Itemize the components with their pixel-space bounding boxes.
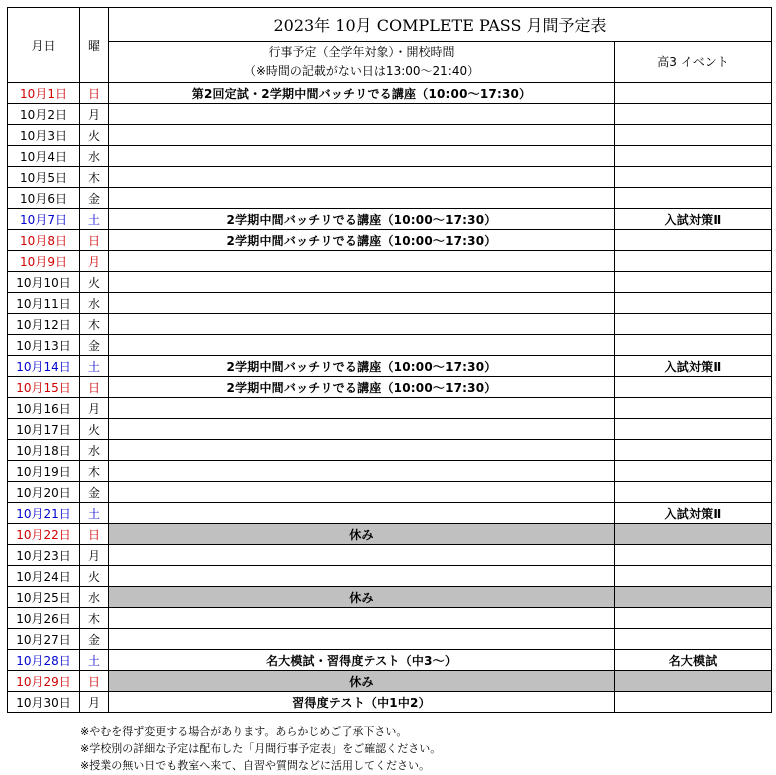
event-cell bbox=[109, 188, 615, 209]
k3-event-cell: 入試対策Ⅱ bbox=[615, 209, 772, 230]
event-cell: 2学期中間バッチリでる講座（10:00～17:30） bbox=[109, 356, 615, 377]
date-cell: 10月10日 bbox=[8, 272, 80, 293]
weekday-cell: 火 bbox=[80, 272, 109, 293]
date-cell: 10月4日 bbox=[8, 146, 80, 167]
table-row bbox=[8, 125, 772, 146]
event-cell bbox=[109, 272, 615, 293]
event-cell: 名大模試・習得度テスト（中3～） bbox=[109, 650, 615, 671]
date-cell: 10月25日 bbox=[8, 587, 80, 608]
table-row bbox=[8, 293, 772, 314]
k3-event-cell bbox=[615, 167, 772, 188]
weekday-cell: 木 bbox=[80, 167, 109, 188]
table-row bbox=[8, 335, 772, 356]
event-cell bbox=[109, 608, 615, 629]
table-row bbox=[8, 398, 772, 419]
header-dow: 曜 bbox=[80, 8, 109, 83]
event-cell bbox=[109, 566, 615, 587]
weekday-cell: 土 bbox=[80, 503, 109, 524]
weekday-cell: 木 bbox=[80, 608, 109, 629]
event-cell bbox=[109, 398, 615, 419]
weekday-cell: 水 bbox=[80, 440, 109, 461]
date-cell: 10月29日 bbox=[8, 671, 80, 692]
page-title: 2023年 10月 COMPLETE PASS 月間予定表 bbox=[109, 8, 772, 42]
date-cell: 10月9日 bbox=[8, 251, 80, 272]
table-row bbox=[8, 251, 772, 272]
k3-event-cell: 名大模試 bbox=[615, 650, 772, 671]
weekday-cell: 木 bbox=[80, 314, 109, 335]
date-cell: 10月24日 bbox=[8, 566, 80, 587]
event-cell: 休み bbox=[109, 524, 615, 545]
date-cell: 10月11日 bbox=[8, 293, 80, 314]
footer-note: ※学校別の詳細な予定は配布した「月間行事予定表」をご確認ください。 bbox=[80, 742, 442, 755]
schedule-table bbox=[7, 7, 772, 713]
weekday-cell: 日 bbox=[80, 671, 109, 692]
weekday-cell: 水 bbox=[80, 293, 109, 314]
event-cell bbox=[109, 104, 615, 125]
table-row bbox=[8, 272, 772, 293]
table-row bbox=[8, 419, 772, 440]
k3-event-cell bbox=[615, 188, 772, 209]
k3-event-cell: 入試対策Ⅱ bbox=[615, 356, 772, 377]
table-row bbox=[8, 104, 772, 125]
weekday-cell: 火 bbox=[80, 125, 109, 146]
k3-event-cell bbox=[615, 146, 772, 167]
weekday-cell: 月 bbox=[80, 251, 109, 272]
event-cell bbox=[109, 461, 615, 482]
table-row bbox=[8, 587, 772, 608]
date-cell: 10月3日 bbox=[8, 125, 80, 146]
header-row bbox=[8, 42, 772, 83]
date-cell: 10月28日 bbox=[8, 650, 80, 671]
event-cell bbox=[109, 293, 615, 314]
table-row bbox=[8, 524, 772, 545]
k3-event-cell bbox=[615, 314, 772, 335]
date-cell: 10月12日 bbox=[8, 314, 80, 335]
k3-event-cell bbox=[615, 461, 772, 482]
table-row bbox=[8, 83, 772, 104]
event-cell: 休み bbox=[109, 587, 615, 608]
event-cell bbox=[109, 125, 615, 146]
event-cell bbox=[109, 503, 615, 524]
weekday-cell: 水 bbox=[80, 146, 109, 167]
event-cell: 休み bbox=[109, 671, 615, 692]
header-k3: 高3 イベント bbox=[615, 42, 772, 83]
date-cell: 10月23日 bbox=[8, 545, 80, 566]
k3-event-cell bbox=[615, 440, 772, 461]
event-cell: 2学期中間バッチリでる講座（10:00～17:30） bbox=[109, 209, 615, 230]
event-cell bbox=[109, 545, 615, 566]
k3-event-cell bbox=[615, 566, 772, 587]
event-cell bbox=[109, 482, 615, 503]
event-cell: 習得度テスト（中1中2） bbox=[109, 692, 615, 713]
table-row bbox=[8, 566, 772, 587]
k3-event-cell bbox=[615, 482, 772, 503]
header-events bbox=[109, 42, 615, 83]
weekday-cell: 金 bbox=[80, 335, 109, 356]
date-cell: 10月5日 bbox=[8, 167, 80, 188]
date-cell: 10月16日 bbox=[8, 398, 80, 419]
weekday-cell: 月 bbox=[80, 692, 109, 713]
weekday-cell: 月 bbox=[80, 104, 109, 125]
k3-event-cell bbox=[615, 251, 772, 272]
table-row bbox=[8, 167, 772, 188]
k3-event-cell bbox=[615, 608, 772, 629]
table-row bbox=[8, 461, 772, 482]
table-row bbox=[8, 356, 772, 377]
weekday-cell: 月 bbox=[80, 398, 109, 419]
date-cell: 10月2日 bbox=[8, 104, 80, 125]
event-cell: 2学期中間バッチリでる講座（10:00～17:30） bbox=[109, 377, 615, 398]
weekday-cell: 土 bbox=[80, 650, 109, 671]
weekday-cell: 日 bbox=[80, 230, 109, 251]
event-cell bbox=[109, 146, 615, 167]
table-row bbox=[8, 671, 772, 692]
weekday-cell: 火 bbox=[80, 566, 109, 587]
k3-event-cell bbox=[615, 545, 772, 566]
k3-event-cell bbox=[615, 104, 772, 125]
k3-event-cell bbox=[615, 83, 772, 104]
header-events-line1: 行事予定（全学年対象）・開校時間 bbox=[268, 45, 455, 59]
k3-event-cell bbox=[615, 272, 772, 293]
weekday-cell: 日 bbox=[80, 524, 109, 545]
date-cell: 10月18日 bbox=[8, 440, 80, 461]
table-row bbox=[8, 629, 772, 650]
weekday-cell: 木 bbox=[80, 461, 109, 482]
weekday-cell: 月 bbox=[80, 545, 109, 566]
table-row bbox=[8, 692, 772, 713]
date-cell: 10月14日 bbox=[8, 356, 80, 377]
table-row bbox=[8, 545, 772, 566]
k3-event-cell bbox=[615, 629, 772, 650]
weekday-cell: 水 bbox=[80, 587, 109, 608]
event-cell bbox=[109, 314, 615, 335]
table-row bbox=[8, 230, 772, 251]
event-cell: 第2回定試・2学期中間バッチリでる講座（10:00～17:30） bbox=[109, 83, 615, 104]
date-cell: 10月17日 bbox=[8, 419, 80, 440]
weekday-cell: 日 bbox=[80, 377, 109, 398]
k3-event-cell bbox=[615, 335, 772, 356]
k3-event-cell bbox=[615, 230, 772, 251]
footer-note: ※やむを得ず変更する場合があります。あらかじめご了承下さい。 bbox=[80, 725, 408, 738]
k3-event-cell bbox=[615, 293, 772, 314]
date-cell: 10月30日 bbox=[8, 692, 80, 713]
k3-event-cell bbox=[615, 377, 772, 398]
k3-event-cell bbox=[615, 419, 772, 440]
k3-event-cell bbox=[615, 398, 772, 419]
date-cell: 10月7日 bbox=[8, 209, 80, 230]
k3-event-cell bbox=[615, 671, 772, 692]
table-row bbox=[8, 146, 772, 167]
event-cell bbox=[109, 167, 615, 188]
table-row bbox=[8, 440, 772, 461]
k3-event-cell bbox=[615, 524, 772, 545]
header-events-line2: （※時間の記載がない日は13:00～21:40） bbox=[243, 64, 480, 78]
date-cell: 10月1日 bbox=[8, 83, 80, 104]
k3-event-cell bbox=[615, 587, 772, 608]
date-cell: 10月20日 bbox=[8, 482, 80, 503]
table-row bbox=[8, 608, 772, 629]
k3-event-cell bbox=[615, 125, 772, 146]
weekday-cell: 火 bbox=[80, 419, 109, 440]
weekday-cell: 土 bbox=[80, 209, 109, 230]
table-row bbox=[8, 314, 772, 335]
date-cell: 10月22日 bbox=[8, 524, 80, 545]
date-cell: 10月13日 bbox=[8, 335, 80, 356]
table-row bbox=[8, 482, 772, 503]
event-cell bbox=[109, 419, 615, 440]
weekday-cell: 金 bbox=[80, 629, 109, 650]
event-cell bbox=[109, 251, 615, 272]
title-row bbox=[8, 8, 772, 42]
table-row bbox=[8, 503, 772, 524]
header-date: 月日 bbox=[8, 8, 80, 83]
date-cell: 10月27日 bbox=[8, 629, 80, 650]
date-cell: 10月19日 bbox=[8, 461, 80, 482]
footer-note: ※授業の無い日でも教室へ来て、自習や質問などに活用してください。 bbox=[80, 759, 430, 772]
date-cell: 10月26日 bbox=[8, 608, 80, 629]
table-row bbox=[8, 377, 772, 398]
weekday-cell: 金 bbox=[80, 188, 109, 209]
weekday-cell: 土 bbox=[80, 356, 109, 377]
event-cell bbox=[109, 335, 615, 356]
date-cell: 10月6日 bbox=[8, 188, 80, 209]
event-cell: 2学期中間バッチリでる講座（10:00～17:30） bbox=[109, 230, 615, 251]
k3-event-cell bbox=[615, 692, 772, 713]
date-cell: 10月21日 bbox=[8, 503, 80, 524]
weekday-cell: 日 bbox=[80, 83, 109, 104]
date-cell: 10月8日 bbox=[8, 230, 80, 251]
date-cell: 10月15日 bbox=[8, 377, 80, 398]
weekday-cell: 金 bbox=[80, 482, 109, 503]
table-row bbox=[8, 650, 772, 671]
event-cell bbox=[109, 440, 615, 461]
table-row bbox=[8, 209, 772, 230]
event-cell bbox=[109, 629, 615, 650]
k3-event-cell: 入試対策Ⅱ bbox=[615, 503, 772, 524]
table-row bbox=[8, 188, 772, 209]
footer-notes bbox=[80, 723, 441, 774]
